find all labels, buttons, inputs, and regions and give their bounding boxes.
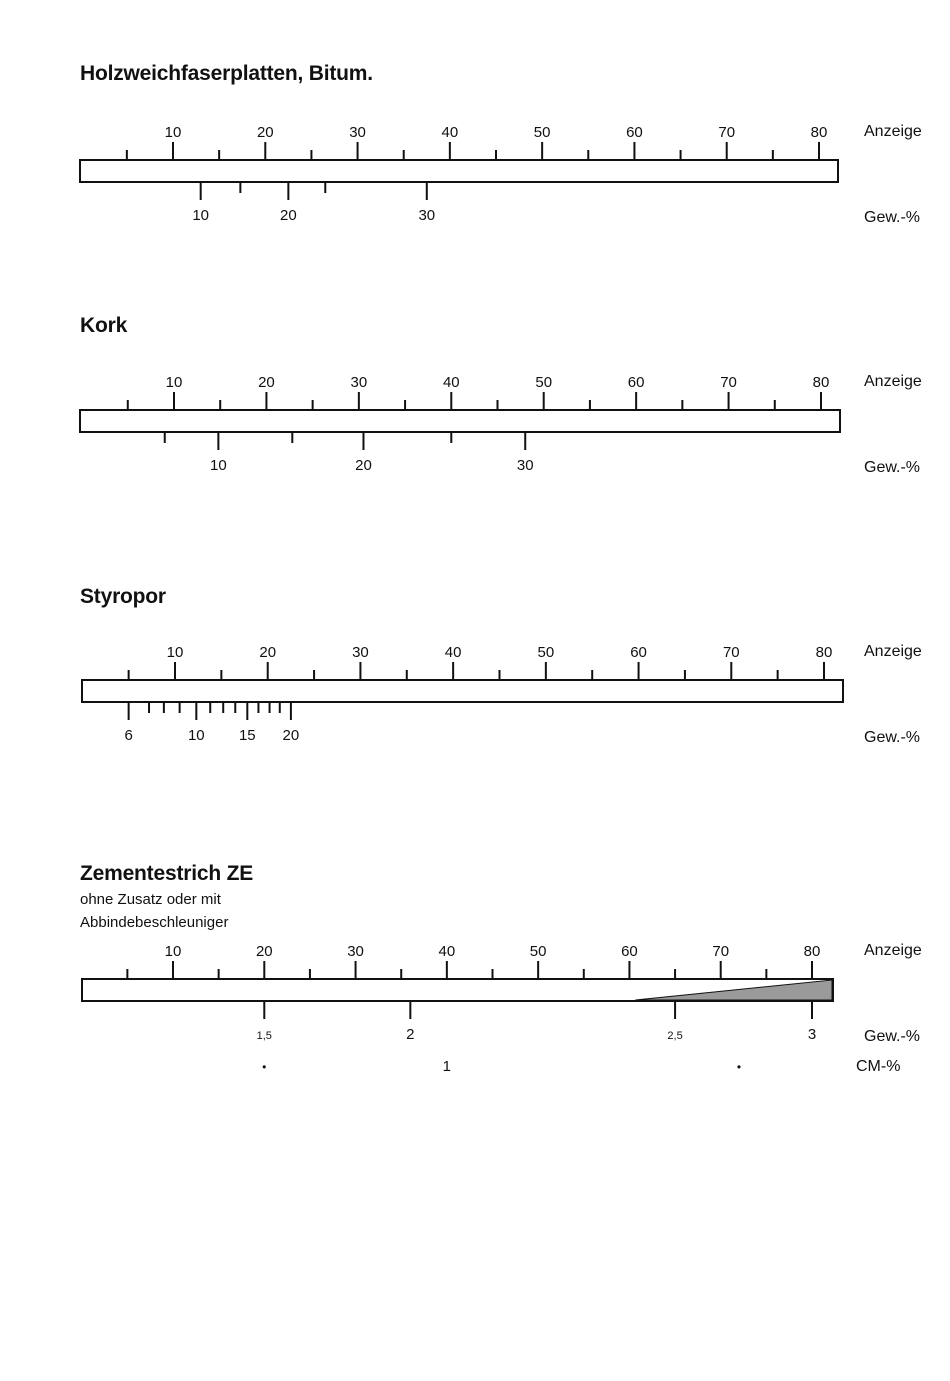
anzeige-tick-label: 10 (166, 644, 184, 661)
anzeige-tick-label: 30 (352, 644, 369, 661)
cm-tick-label: • (736, 1060, 742, 1074)
gew-tick-label: 3 (807, 1026, 817, 1043)
anzeige-tick-label: 80 (812, 374, 830, 391)
anzeige-tick-label: 70 (712, 943, 730, 960)
anzeige-tick-label: 60 (630, 644, 647, 661)
anzeige-tick-label: 70 (720, 374, 737, 391)
gew-tick-label: 10 (210, 457, 227, 474)
anzeige-tick-label: 60 (621, 943, 638, 960)
cm-tick-label: 1 (442, 1058, 452, 1075)
anzeige-axis-label: Anzeige (864, 942, 922, 959)
anzeige-tick-label: 20 (259, 644, 277, 661)
anzeige-tick-label: 80 (803, 943, 821, 960)
anzeige-tick-label: 10 (164, 124, 182, 141)
anzeige-axis-label: Anzeige (864, 123, 922, 140)
anzeige-tick-label: 50 (535, 374, 553, 391)
anzeige-tick-label: 50 (537, 644, 555, 661)
scale-holz (0, 110, 950, 230)
gew-tick-label: 30 (418, 207, 436, 224)
gew-tick-label: 15 (238, 727, 256, 744)
gew-axis-label: Gew.-% (864, 1028, 921, 1045)
scale-bar (80, 160, 838, 182)
anzeige-tick-label: 40 (438, 943, 456, 960)
anzeige-tick-label: 40 (442, 374, 460, 391)
anzeige-axis-label: Anzeige (864, 373, 922, 390)
cm-axis-label: CM-% (856, 1058, 901, 1075)
anzeige-tick-label: 60 (626, 124, 643, 141)
scale-title-holz: Holzweichfaserplatten, Bitum. (80, 62, 373, 85)
scale-title-styropor: Styropor (80, 585, 166, 608)
gew-axis-label: Gew.-% (864, 729, 921, 746)
scale-zement (0, 930, 950, 1080)
scale-kork (0, 360, 950, 480)
scale-bar (82, 680, 843, 702)
scale-subtitle-line: Abbindebeschleuniger (80, 914, 229, 931)
gew-tick-label: 2,5 (667, 1030, 683, 1042)
scale-title-zement: Zementestrich ZE (80, 862, 254, 885)
anzeige-tick-label: 30 (350, 374, 368, 391)
anzeige-tick-label: 20 (258, 374, 275, 391)
anzeige-tick-label: 80 (815, 644, 833, 661)
gew-tick-label: 30 (516, 457, 534, 474)
anzeige-tick-label: 20 (256, 124, 274, 141)
anzeige-axis-label: Anzeige (864, 643, 922, 660)
gew-tick-label: 1,5 (256, 1030, 272, 1042)
anzeige-tick-label: 40 (444, 644, 462, 661)
gew-tick-label: 6 (124, 727, 133, 744)
gew-tick-label: 20 (282, 727, 300, 744)
gew-axis-label: Gew.-% (864, 209, 921, 226)
anzeige-tick-label: 10 (165, 374, 183, 391)
gew-tick-label: 20 (355, 457, 372, 474)
anzeige-tick-label: 30 (349, 124, 366, 141)
anzeige-tick-label: 50 (533, 124, 551, 141)
gew-tick-label: 20 (280, 207, 297, 224)
gew-axis-label: Gew.-% (864, 459, 921, 476)
anzeige-tick-label: 80 (810, 124, 828, 141)
anzeige-tick-label: 70 (718, 124, 736, 141)
cm-tick-label: • (262, 1060, 267, 1074)
anzeige-tick-label: 30 (347, 943, 364, 960)
anzeige-tick-label: 60 (627, 374, 645, 391)
scale-styropor (0, 630, 950, 750)
anzeige-tick-label: 50 (529, 943, 547, 960)
scale-title-kork: Kork (80, 314, 128, 337)
gew-tick-label: 2 (406, 1026, 415, 1043)
scale-subtitle-line: ohne Zusatz oder mit (80, 891, 221, 908)
gew-tick-label: 10 (187, 727, 205, 744)
anzeige-tick-label: 20 (255, 943, 273, 960)
anzeige-tick-label: 40 (441, 124, 459, 141)
scale-bar (80, 410, 840, 432)
anzeige-tick-label: 10 (164, 943, 182, 960)
anzeige-tick-label: 70 (722, 644, 740, 661)
gew-tick-label: 10 (192, 207, 210, 224)
